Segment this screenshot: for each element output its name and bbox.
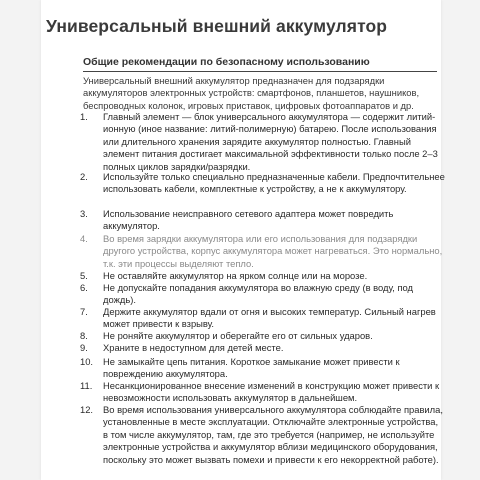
list-item-number: 12. [80, 404, 94, 415]
document-title: Универсальный внешний аккумулятор [46, 16, 388, 36]
list-item-number: 11. [80, 380, 93, 391]
list-item-text: Во время зарядки аккумулятора или его использования для подзарядки другого устройства, корпус аккумулятора может нагреваться. Это нормально, т.к. эти процессы выделяют тепло. [103, 233, 443, 269]
list-item-text: Не роняйте аккумулятор и оберегайте его от сильных ударов. [103, 330, 373, 341]
subtitle-underline [83, 71, 437, 72]
list-item-text: Храните в недоступном для детей месте. [103, 342, 284, 353]
list-item-text: Не замыкайте цепь питания. Короткое замыкание может привести к повреждению аккумулятора. [103, 356, 400, 380]
list-item-text: Главный элемент — блок универсального аккумулятора — содержит литий-ионную (иное название: литий-полимерную) батарею. После использования или длительного хранения зарядите аккумулятор полностью. Главный элемент питания достигает максимальной эффективности только после 2–3 полных циклов зарядки/разрядки. [103, 111, 438, 172]
list-item-number: 1. [80, 111, 88, 122]
list-item-number: 6. [80, 282, 88, 293]
list-item-number: 2. [80, 171, 88, 182]
list-item-text: Несанкционированное внесение изменений в конструкцию может привести к невозможности использовать аккумулятор в дальнейшем. [103, 380, 440, 404]
list-item-text: Во время использования универсального аккумулятора соблюдайте правила, установленные в месте эксплуатации. Отключайте электронные устройства, в том числе аккумулятор, там, где это требуется (например, не используйте электронные устройства и аккумулятор вблизи медицинского оборудования, поскольку это может вызвать помехи и привести к его некорректной работе). [103, 404, 443, 465]
list-item-number: 4. [80, 233, 88, 244]
intro-paragraph: Универсальный внешний аккумулятор предназначен для подзарядки аккумуляторов электронных устройств: смартфонов, планшетов, наушников, беспроводных колонок, игровых приставок, цифровых фотоаппаратов и др. [83, 75, 420, 111]
list-item-number: 3. [80, 208, 88, 219]
list-item-text: Не оставляйте аккумулятор на ярком солнце или на морозе. [103, 270, 368, 281]
list-item-text: Держите аккумулятор вдали от огня и высоких температур. Сильный нагрев может привести к взрыву. [103, 306, 436, 330]
list-item-number: 9. [80, 342, 88, 353]
list-item-number: 7. [80, 306, 88, 317]
document-subtitle: Общие рекомендации по безопасному использованию [83, 56, 370, 68]
list-item-text: Используйте только специально предназначенные кабели. Предпочтительнее использовать кабели, комплектные к устройству, а не к аккумулятору. [103, 171, 445, 195]
list-item-number: 8. [80, 330, 88, 341]
list-item-text: Использование неисправного сетевого адаптера может повредить аккумулятор. [103, 208, 394, 232]
list-item-number: 10. [80, 356, 94, 367]
list-item-text: Не допускайте попадания аккумулятора во влажную среду (в воду, под дождь). [103, 282, 414, 306]
list-item-number: 5. [80, 270, 88, 281]
